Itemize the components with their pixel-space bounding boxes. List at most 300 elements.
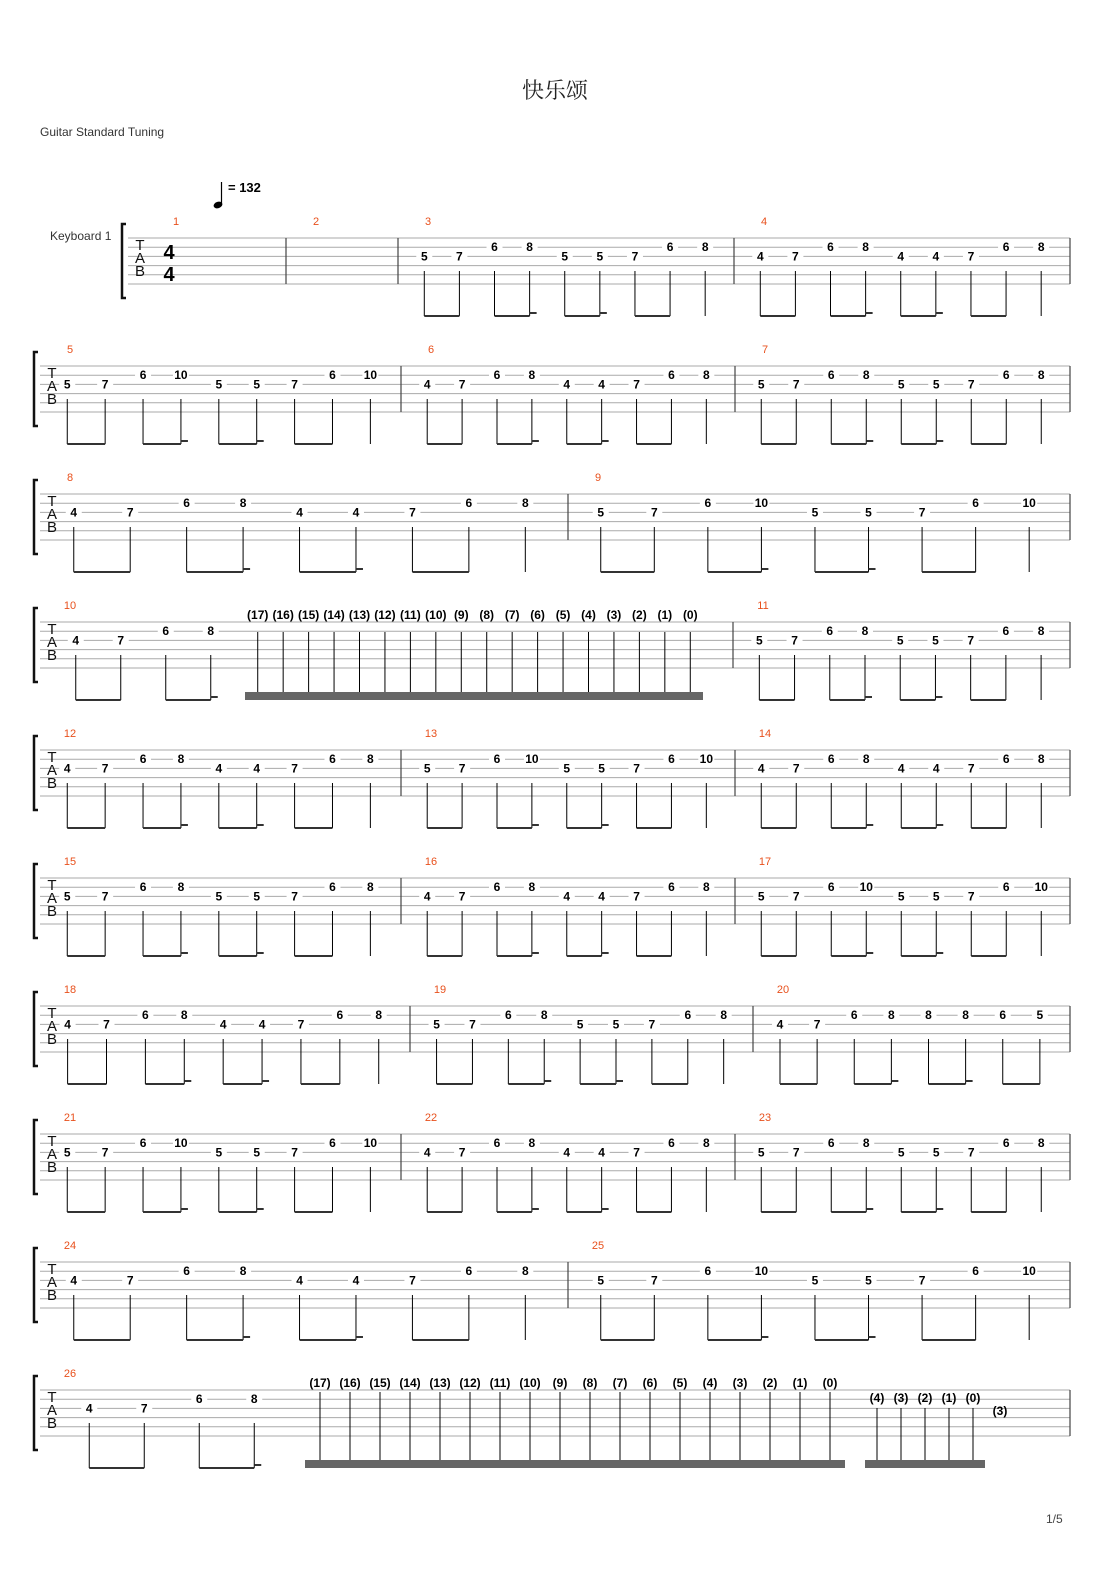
ghost-note: (4) xyxy=(581,608,596,622)
fret-number: 4 xyxy=(563,889,571,904)
measure-number: 24 xyxy=(63,1240,77,1252)
fret-number: 8 xyxy=(526,240,533,255)
fret-number: 6 xyxy=(329,880,336,895)
fret-number: 8 xyxy=(521,496,529,511)
fret-number: 8 xyxy=(367,880,374,895)
fret-number: 10 xyxy=(363,1136,378,1151)
tab-clef-letter: B xyxy=(134,263,146,280)
fret-number: 10 xyxy=(1022,1264,1036,1279)
staff-bracket xyxy=(34,1120,38,1194)
measure-number: 14 xyxy=(758,728,772,740)
tab-clef-letter: T xyxy=(47,1005,57,1022)
fret-number: 8 xyxy=(702,880,710,895)
fret-number: 4 xyxy=(352,505,360,520)
fret-number: 8 xyxy=(528,880,536,895)
tab-clef-letter: A xyxy=(46,1402,58,1419)
fret-number: 6 xyxy=(1002,368,1010,383)
fret-number: 6 xyxy=(465,1264,473,1279)
fret-number: 6 xyxy=(827,1136,835,1151)
fret-number: 8 xyxy=(862,752,870,767)
fret-number: 10 xyxy=(859,880,873,895)
fret-number: 7 xyxy=(458,1145,466,1160)
fret-number: 4 xyxy=(423,889,431,904)
beam-group xyxy=(865,1460,985,1468)
ghost-note: (1) xyxy=(792,1376,808,1390)
fret-number: 6 xyxy=(336,1008,344,1023)
fret-number: 7 xyxy=(117,633,125,648)
fret-number: 4 xyxy=(296,505,303,520)
fret-number: 6 xyxy=(704,496,712,511)
fret-number: 8 xyxy=(702,368,710,383)
fret-number: 5 xyxy=(420,249,428,264)
fret-number: 4 xyxy=(897,249,905,264)
measure-number: 15 xyxy=(63,856,77,868)
fret-number: 7 xyxy=(792,1145,800,1160)
fret-number: 8 xyxy=(1037,1136,1045,1151)
fret-number: 8 xyxy=(367,752,374,767)
fret-number: 6 xyxy=(139,752,147,767)
fret-number: 8 xyxy=(521,1264,529,1279)
ghost-note: (5) xyxy=(672,1376,688,1390)
fret-number: 7 xyxy=(792,761,800,776)
fret-number: 6 xyxy=(1002,880,1010,895)
fret-number: 6 xyxy=(329,752,336,767)
fret-number: 7 xyxy=(792,889,800,904)
fret-number: 6 xyxy=(183,496,190,511)
ghost-note: (9) xyxy=(552,1376,568,1390)
fret-number: 5 xyxy=(1036,1008,1044,1023)
fret-number: 4 xyxy=(63,761,71,776)
fret-number: 6 xyxy=(1002,752,1010,767)
fret-number: 5 xyxy=(63,889,71,904)
fret-number: 5 xyxy=(757,889,765,904)
fret-number: 5 xyxy=(755,633,763,648)
fret-number: 6 xyxy=(139,1136,147,1151)
fret-number: 7 xyxy=(967,377,975,392)
fret-number: 7 xyxy=(101,377,109,392)
fret-number: 10 xyxy=(754,496,769,511)
fret-number: 5 xyxy=(597,505,605,520)
measure-number: 18 xyxy=(63,984,77,996)
fret-number: 5 xyxy=(596,249,604,264)
fret-number: 7 xyxy=(409,505,416,520)
fret-number: 7 xyxy=(792,249,799,264)
tab-clef-letter: A xyxy=(46,890,58,907)
fret-number: 5 xyxy=(253,377,261,392)
measure-number: 6 xyxy=(427,344,435,356)
tab-clef-letter: T xyxy=(47,621,57,638)
fret-number: 7 xyxy=(140,1401,148,1416)
fret-number: 6 xyxy=(491,240,498,255)
fret-number: 6 xyxy=(668,880,675,895)
fret-number: 6 xyxy=(999,1008,1007,1023)
ghost-note: (16) xyxy=(272,608,294,622)
ghost-note: (6) xyxy=(642,1376,658,1390)
fret-number: 6 xyxy=(183,1264,190,1279)
fret-number: 6 xyxy=(1002,240,1010,255)
fret-number: 8 xyxy=(250,1392,258,1407)
fret-number: 7 xyxy=(633,377,640,392)
fret-number: 6 xyxy=(684,1008,692,1023)
fret-number: 10 xyxy=(174,1136,188,1151)
ghost-note: (11) xyxy=(489,1376,511,1390)
fret-number: 4 xyxy=(598,1145,605,1160)
fret-number: 5 xyxy=(865,1273,872,1288)
ghost-note: (6) xyxy=(530,608,545,622)
fret-number: 4 xyxy=(70,1273,78,1288)
tab-clef-letter: T xyxy=(47,749,57,766)
ghost-note: (1) xyxy=(657,608,673,622)
fret-number: 8 xyxy=(528,368,536,383)
ghost-note: (10) xyxy=(519,1376,541,1390)
measure-number: 25 xyxy=(591,1240,605,1252)
fret-number: 6 xyxy=(329,368,336,383)
measure-number: 5 xyxy=(66,344,74,356)
measure-number: 21 xyxy=(63,1112,77,1124)
fret-number: 5 xyxy=(865,505,872,520)
fret-number: 7 xyxy=(103,1017,110,1032)
fret-number: 8 xyxy=(720,1008,728,1023)
tempo-value: = 132 xyxy=(228,180,261,195)
fret-number: 7 xyxy=(458,761,466,776)
time-signature-top: 4 xyxy=(163,242,175,264)
fret-number: 8 xyxy=(375,1008,383,1023)
fret-number: 5 xyxy=(215,889,223,904)
fret-number: 8 xyxy=(177,880,185,895)
ghost-note: (2) xyxy=(917,1391,933,1405)
fret-number: 8 xyxy=(861,624,869,639)
ghost-note: (10) xyxy=(425,608,447,622)
tab-clef-letter: T xyxy=(47,1133,57,1150)
fret-number: 7 xyxy=(409,1273,416,1288)
fret-number: 5 xyxy=(63,377,71,392)
fret-number: 8 xyxy=(702,1136,710,1151)
measure-number: 26 xyxy=(63,1368,77,1380)
fret-number: 8 xyxy=(925,1008,932,1023)
ghost-note: (4) xyxy=(869,1391,885,1405)
tab-clef-letter: T xyxy=(47,877,57,894)
fret-number: 4 xyxy=(598,889,605,904)
fret-number: 8 xyxy=(239,1264,247,1279)
fret-number: 6 xyxy=(329,1136,336,1151)
measure-number: 9 xyxy=(594,472,602,484)
ghost-note: (13) xyxy=(348,608,371,622)
tab-clef-letter: B xyxy=(46,1415,58,1432)
fret-number: 7 xyxy=(967,249,975,264)
ghost-note: (12) xyxy=(459,1376,481,1390)
tab-clef-letter: B xyxy=(46,519,58,536)
fret-number: 4 xyxy=(215,761,223,776)
tab-clef-letter: A xyxy=(46,506,58,523)
fret-number: 10 xyxy=(1022,496,1036,511)
fret-number: 6 xyxy=(493,1136,501,1151)
measure-number: 2 xyxy=(312,216,320,228)
fret-number: 4 xyxy=(85,1401,93,1416)
tab-clef-letter: B xyxy=(46,903,58,920)
tab-clef-letter: B xyxy=(46,647,58,664)
tab-clef-letter: T xyxy=(135,237,145,254)
fret-number: 4 xyxy=(352,1273,360,1288)
fret-number: 10 xyxy=(174,368,188,383)
fret-number: 4 xyxy=(897,761,905,776)
tab-clef-letter: A xyxy=(46,762,58,779)
fret-number: 7 xyxy=(633,889,640,904)
tab-clef-letter: A xyxy=(134,250,146,267)
fret-number: 6 xyxy=(668,752,675,767)
tab-clef-letter: B xyxy=(46,1031,58,1048)
ghost-note: (1) xyxy=(941,1391,957,1405)
fret-number: 7 xyxy=(291,377,298,392)
fret-number: 4 xyxy=(70,505,78,520)
fret-number: 7 xyxy=(791,633,798,648)
fret-number: 4 xyxy=(932,249,940,264)
fret-number: 6 xyxy=(972,496,979,511)
staff-bracket xyxy=(122,224,126,298)
page-number: 1/5 xyxy=(1046,1512,1063,1526)
fret-number: 7 xyxy=(918,505,926,520)
instrument-name: Keyboard 1 xyxy=(50,229,112,243)
fret-number: 7 xyxy=(101,889,109,904)
fret-number: 7 xyxy=(126,505,134,520)
fret-number: 10 xyxy=(363,368,378,383)
ghost-note: (0) xyxy=(822,1376,838,1390)
fret-number: 5 xyxy=(563,761,571,776)
measure-number: 1 xyxy=(172,216,180,228)
ghost-note: (17) xyxy=(247,608,269,622)
fret-number: 5 xyxy=(896,633,904,648)
tab-clef-letter: A xyxy=(46,634,58,651)
staff-bracket xyxy=(34,1376,38,1450)
song-title: 快乐颂 xyxy=(521,79,588,104)
ghost-note: (13) xyxy=(429,1376,451,1390)
fret-number: 4 xyxy=(756,249,764,264)
fret-number: 5 xyxy=(433,1017,440,1032)
measure-number: 4 xyxy=(760,216,768,228)
fret-number: 6 xyxy=(493,752,501,767)
fret-number: 5 xyxy=(932,377,940,392)
measure-number: 23 xyxy=(758,1112,772,1124)
tab-clef-letter: T xyxy=(47,1261,57,1278)
tab-clef-letter: A xyxy=(46,1018,58,1035)
ghost-note: (2) xyxy=(762,1376,778,1390)
fret-number: 6 xyxy=(493,368,501,383)
measure-number: 8 xyxy=(66,472,74,484)
fret-number: 5 xyxy=(215,1145,223,1160)
staff-bracket xyxy=(34,352,38,426)
fret-number: 7 xyxy=(648,1017,656,1032)
fret-number: 8 xyxy=(862,240,869,255)
tab-clef-letter: A xyxy=(46,1274,58,1291)
fret-number: 5 xyxy=(215,377,223,392)
fret-number: 6 xyxy=(972,1264,979,1279)
fret-number: 5 xyxy=(253,889,261,904)
fret-number: 7 xyxy=(633,761,640,776)
fret-number: 6 xyxy=(827,240,834,255)
fret-number: 7 xyxy=(650,505,658,520)
fret-number: 5 xyxy=(897,377,905,392)
fret-number: 5 xyxy=(811,505,819,520)
tab-clef-letter: B xyxy=(46,1159,58,1176)
fret-number: 7 xyxy=(967,1145,975,1160)
measure-number: 11 xyxy=(757,600,769,612)
ghost-note: (2) xyxy=(632,608,647,622)
fret-number: 6 xyxy=(666,240,674,255)
ghost-note: (0) xyxy=(965,1391,981,1405)
fret-number: 6 xyxy=(195,1392,203,1407)
ghost-note: (4) xyxy=(702,1376,718,1390)
measure-number: 16 xyxy=(424,856,438,868)
fret-number: 8 xyxy=(862,368,870,383)
tab-clef-letter: A xyxy=(46,1146,58,1163)
ghost-note: (15) xyxy=(369,1376,391,1390)
tab-clef-letter: A xyxy=(46,378,58,395)
fret-number: 4 xyxy=(776,1017,784,1032)
fret-number: 7 xyxy=(291,1145,298,1160)
fret-number: 7 xyxy=(469,1017,476,1032)
fret-number: 8 xyxy=(1037,240,1045,255)
ghost-note: (14) xyxy=(399,1376,421,1390)
fret-number: 5 xyxy=(811,1273,819,1288)
fret-number: 4 xyxy=(423,377,431,392)
fret-number: 8 xyxy=(177,752,185,767)
ghost-note: (7) xyxy=(504,608,520,622)
fret-number: 6 xyxy=(162,624,170,639)
fret-number: 7 xyxy=(967,889,975,904)
time-signature-bottom: 4 xyxy=(163,264,175,286)
measure-number: 13 xyxy=(424,728,438,740)
fret-number: 6 xyxy=(668,1136,675,1151)
beam-group xyxy=(245,692,703,700)
fret-number: 4 xyxy=(563,377,571,392)
fret-number: 7 xyxy=(792,377,800,392)
measure-number: 22 xyxy=(424,1112,438,1124)
fret-number: 7 xyxy=(631,249,639,264)
fret-number: 6 xyxy=(850,1008,858,1023)
fret-number: 5 xyxy=(576,1017,584,1032)
staff-bracket xyxy=(34,608,38,682)
fret-number: 4 xyxy=(932,761,940,776)
fret-number: 5 xyxy=(561,249,569,264)
fret-number: 8 xyxy=(540,1008,548,1023)
fret-number: 6 xyxy=(826,624,834,639)
beam-group xyxy=(305,1460,845,1468)
measure-number: 17 xyxy=(758,856,772,868)
fret-number: 10 xyxy=(754,1264,769,1279)
fret-number: 5 xyxy=(757,1145,765,1160)
staff-bracket xyxy=(34,480,38,554)
measure-number: 12 xyxy=(63,728,77,740)
fret-number: 6 xyxy=(139,368,147,383)
fret-number: 8 xyxy=(862,1136,870,1151)
fret-number: 4 xyxy=(258,1017,266,1032)
measure-number: 10 xyxy=(63,600,77,612)
fret-number: 6 xyxy=(827,368,835,383)
ghost-note: (11) xyxy=(400,608,421,622)
fret-number: 4 xyxy=(219,1017,227,1032)
fret-number: 4 xyxy=(72,633,80,648)
fret-number: 6 xyxy=(493,880,501,895)
fret-number: 7 xyxy=(456,249,463,264)
fret-number: 6 xyxy=(465,496,473,511)
fret-number: 5 xyxy=(597,1273,605,1288)
measure-number: 20 xyxy=(776,984,790,996)
ghost-note: (15) xyxy=(297,608,320,622)
fret-number: 4 xyxy=(757,761,765,776)
staff-bracket xyxy=(34,1248,38,1322)
fret-number: 4 xyxy=(64,1017,71,1032)
fret-number: 6 xyxy=(504,1008,512,1023)
fret-number: 5 xyxy=(757,377,765,392)
ghost-note: (3) xyxy=(893,1391,909,1405)
fret-number: 7 xyxy=(967,633,975,648)
fret-number: 5 xyxy=(423,761,431,776)
fret-number: 5 xyxy=(63,1145,71,1160)
fret-number: 6 xyxy=(1002,624,1010,639)
fret-number: 6 xyxy=(827,752,835,767)
fret-number: 7 xyxy=(458,889,466,904)
tab-clef-letter: B xyxy=(46,391,58,408)
tab-clef-letter: T xyxy=(47,365,57,382)
fret-number: 7 xyxy=(967,761,975,776)
fret-number: 8 xyxy=(888,1008,895,1023)
fret-number: 7 xyxy=(291,889,298,904)
fret-number: 5 xyxy=(612,1017,620,1032)
fret-number: 10 xyxy=(1034,880,1048,895)
fret-number: 8 xyxy=(701,240,709,255)
fret-number: 6 xyxy=(139,880,147,895)
fret-number: 6 xyxy=(1002,1136,1010,1151)
fret-number: 6 xyxy=(827,880,835,895)
fret-number: 8 xyxy=(962,1008,969,1023)
fret-number: 10 xyxy=(699,752,714,767)
ghost-note: (14) xyxy=(323,608,345,622)
fret-number: 5 xyxy=(932,633,939,648)
ghost-note: (8) xyxy=(582,1376,598,1390)
fret-number: 5 xyxy=(598,761,605,776)
fret-number: 7 xyxy=(813,1017,821,1032)
fret-number: 8 xyxy=(180,1008,188,1023)
fret-number: 4 xyxy=(563,1145,571,1160)
measure-number: 19 xyxy=(433,984,447,996)
fret-number: 4 xyxy=(598,377,605,392)
fret-number: 8 xyxy=(1037,752,1045,767)
ghost-note: (3) xyxy=(732,1376,748,1390)
fret-number: 7 xyxy=(633,1145,640,1160)
ghost-note: (5) xyxy=(555,608,571,622)
tab-clef-letter: T xyxy=(47,1389,57,1406)
fret-number: 7 xyxy=(101,761,109,776)
fret-number: 6 xyxy=(668,368,675,383)
fret-number: 4 xyxy=(253,761,261,776)
ghost-note: (8) xyxy=(479,608,495,622)
fret-number: 8 xyxy=(207,624,215,639)
ghost-note: (3) xyxy=(606,608,622,622)
fret-number: 7 xyxy=(297,1017,305,1032)
ghost-note: (3) xyxy=(992,1404,1008,1418)
fret-number: 8 xyxy=(1037,368,1045,383)
fret-number: 7 xyxy=(126,1273,134,1288)
fret-number: 5 xyxy=(932,889,940,904)
fret-number: 4 xyxy=(423,1145,431,1160)
fret-number: 6 xyxy=(704,1264,712,1279)
fret-number: 5 xyxy=(253,1145,261,1160)
fret-number: 5 xyxy=(897,1145,905,1160)
tab-clef-letter: B xyxy=(46,775,58,792)
staff-bracket xyxy=(34,864,38,938)
fret-number: 10 xyxy=(525,752,539,767)
fret-number: 8 xyxy=(528,1136,536,1151)
ghost-note: (12) xyxy=(374,608,396,622)
